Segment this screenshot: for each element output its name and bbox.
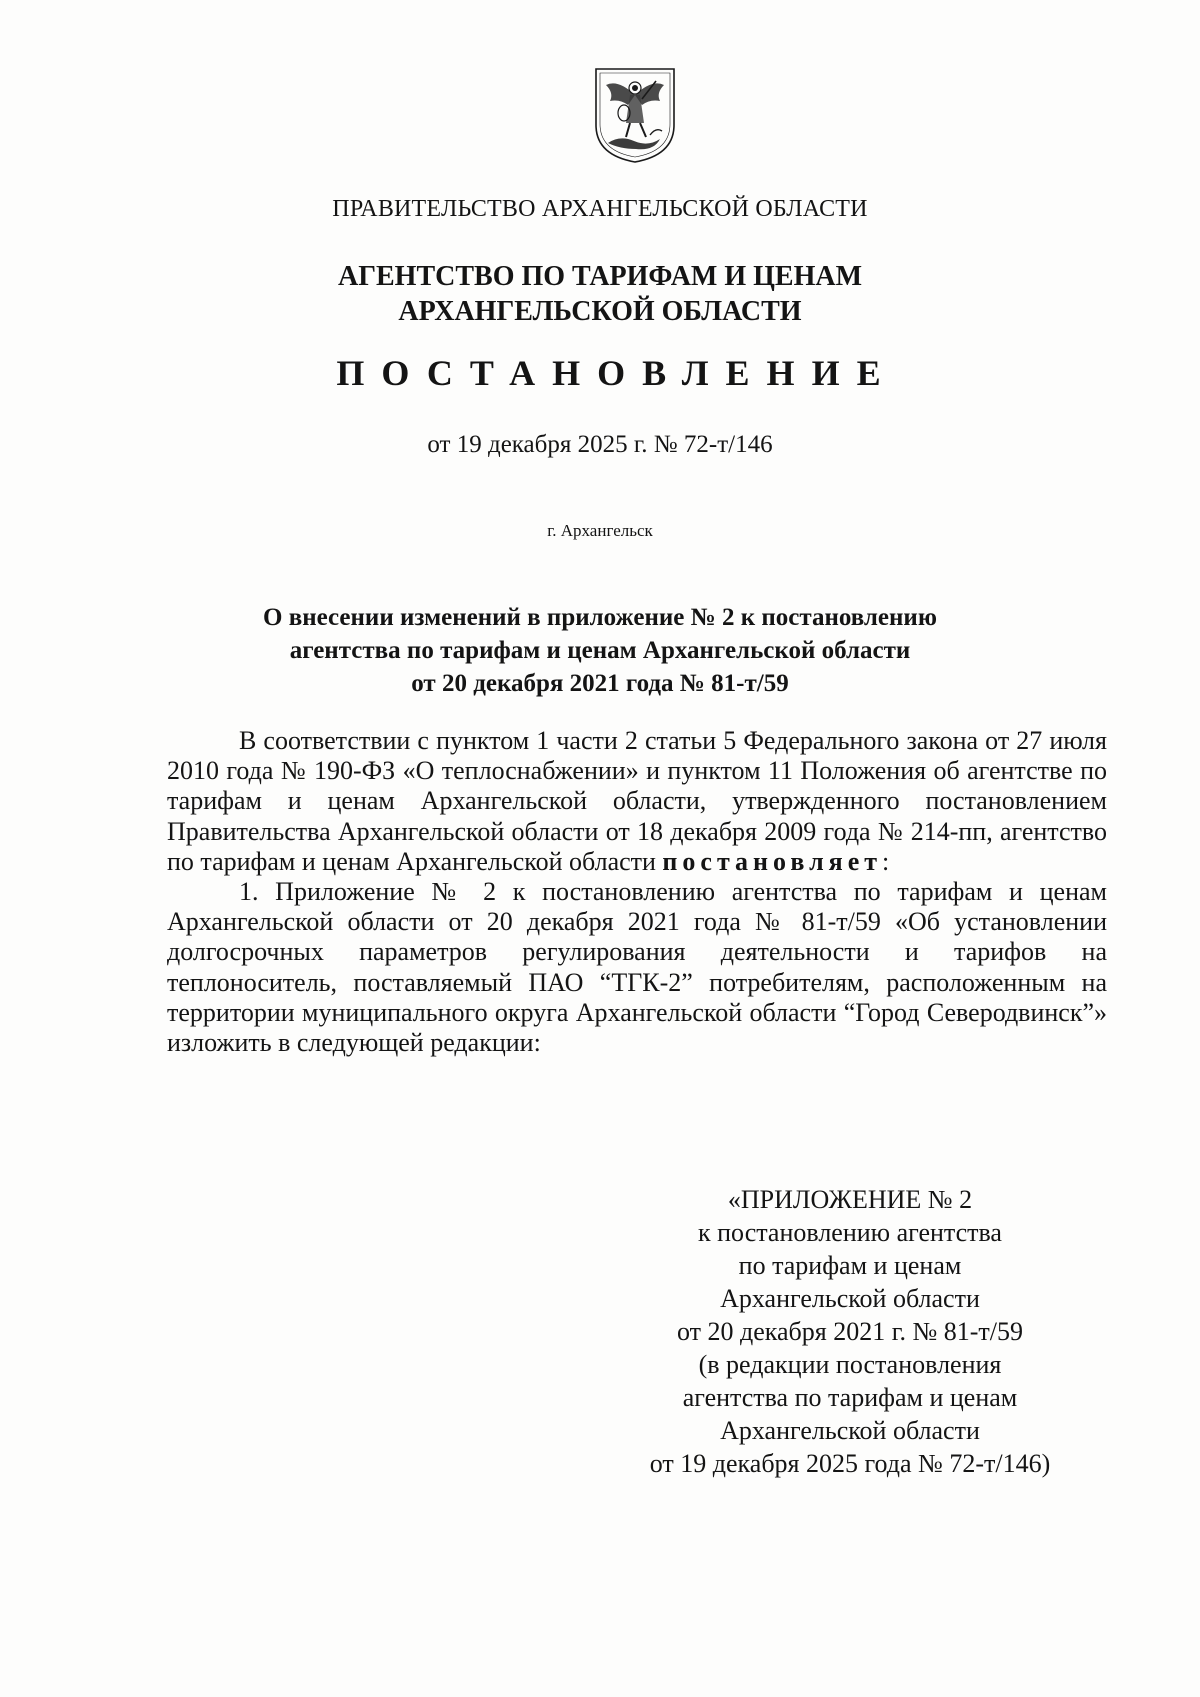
title-line: О внесении изменений в приложение № 2 к постановлению [263,604,937,631]
coat-of-arms-icon [590,65,680,165]
appendix-heading [600,1183,1100,1480]
document-title [0,601,1200,700]
agency-name-line: АГЕНТСТВО ПО ТАРИФАМ И ЦЕНАМ [337,261,863,292]
agency-name [0,259,1200,329]
agency-name-line: АРХАНГЕЛЬСКОЙ ОБЛАСТИ [398,296,802,327]
document-date-number: от 19 декабря 2025 г. № 72-т/146 [427,431,773,458]
document-city: г. Архангельск [547,521,653,540]
title-line: агентства по тарифам и ценам Архангельской области [289,637,911,664]
preamble-paragraph [167,726,1107,877]
appendix-line: (в редакции постановления [698,1350,1002,1379]
appendix-line: «ПРИЛОЖЕНИЕ № 2 [727,1185,973,1214]
appendix-line: по тарифам и ценам [738,1251,962,1280]
appendix-line: к постановлению агентства [698,1218,1002,1247]
appendix-line: Архангельской области [720,1284,980,1313]
appendix-line: от 20 декабря 2021 г. № 81-т/59 [676,1317,1024,1346]
title-line: от 20 декабря 2021 года № 81-т/59 [411,670,789,697]
clause-1-paragraph: 1. Приложение № 2 к постановлению агентства по тарифам и ценам Архангельской области от 20 декабря 2021 года № 81-т/59 «Об установлении долгосрочных параметров регулирования деятельности и тарифов на теплоноситель, поставляемый ПАО “ТГК-2” потребителям, расположенным на территории муниципального округа Архангельской области “Город Северодвинск”» изложить в следующей редакции: [167,877,1107,1058]
preamble-end: : [882,846,890,876]
resolves-word: постановляет [662,846,883,876]
document-type: ПОСТАНОВЛЕНИЕ [336,353,898,393]
document-body [167,726,1107,1058]
appendix-line: агентства по тарифам и ценам [682,1383,1018,1412]
government-name: ПРАВИТЕЛЬСТВО АРХАНГЕЛЬСКОЙ ОБЛАСТИ [332,196,868,222]
preamble-text: В соответствии с пунктом 1 части 2 статьи 5 Федерального закона от 27 июля 2010 года № 190-ФЗ «О теплоснабжении» и пунктом 11 Положения об агентстве по тарифам и ценам Архангельской области, утвержденного постановлением Правительства Архангельской области от 18 декабря 2009 года № 214-пп, агентство по тарифам и ценам Архангельской области [167,726,1107,876]
appendix-line: Архангельской области [720,1416,980,1445]
appendix-line: от 19 декабря 2025 года № 72-т/146) [649,1449,1051,1478]
